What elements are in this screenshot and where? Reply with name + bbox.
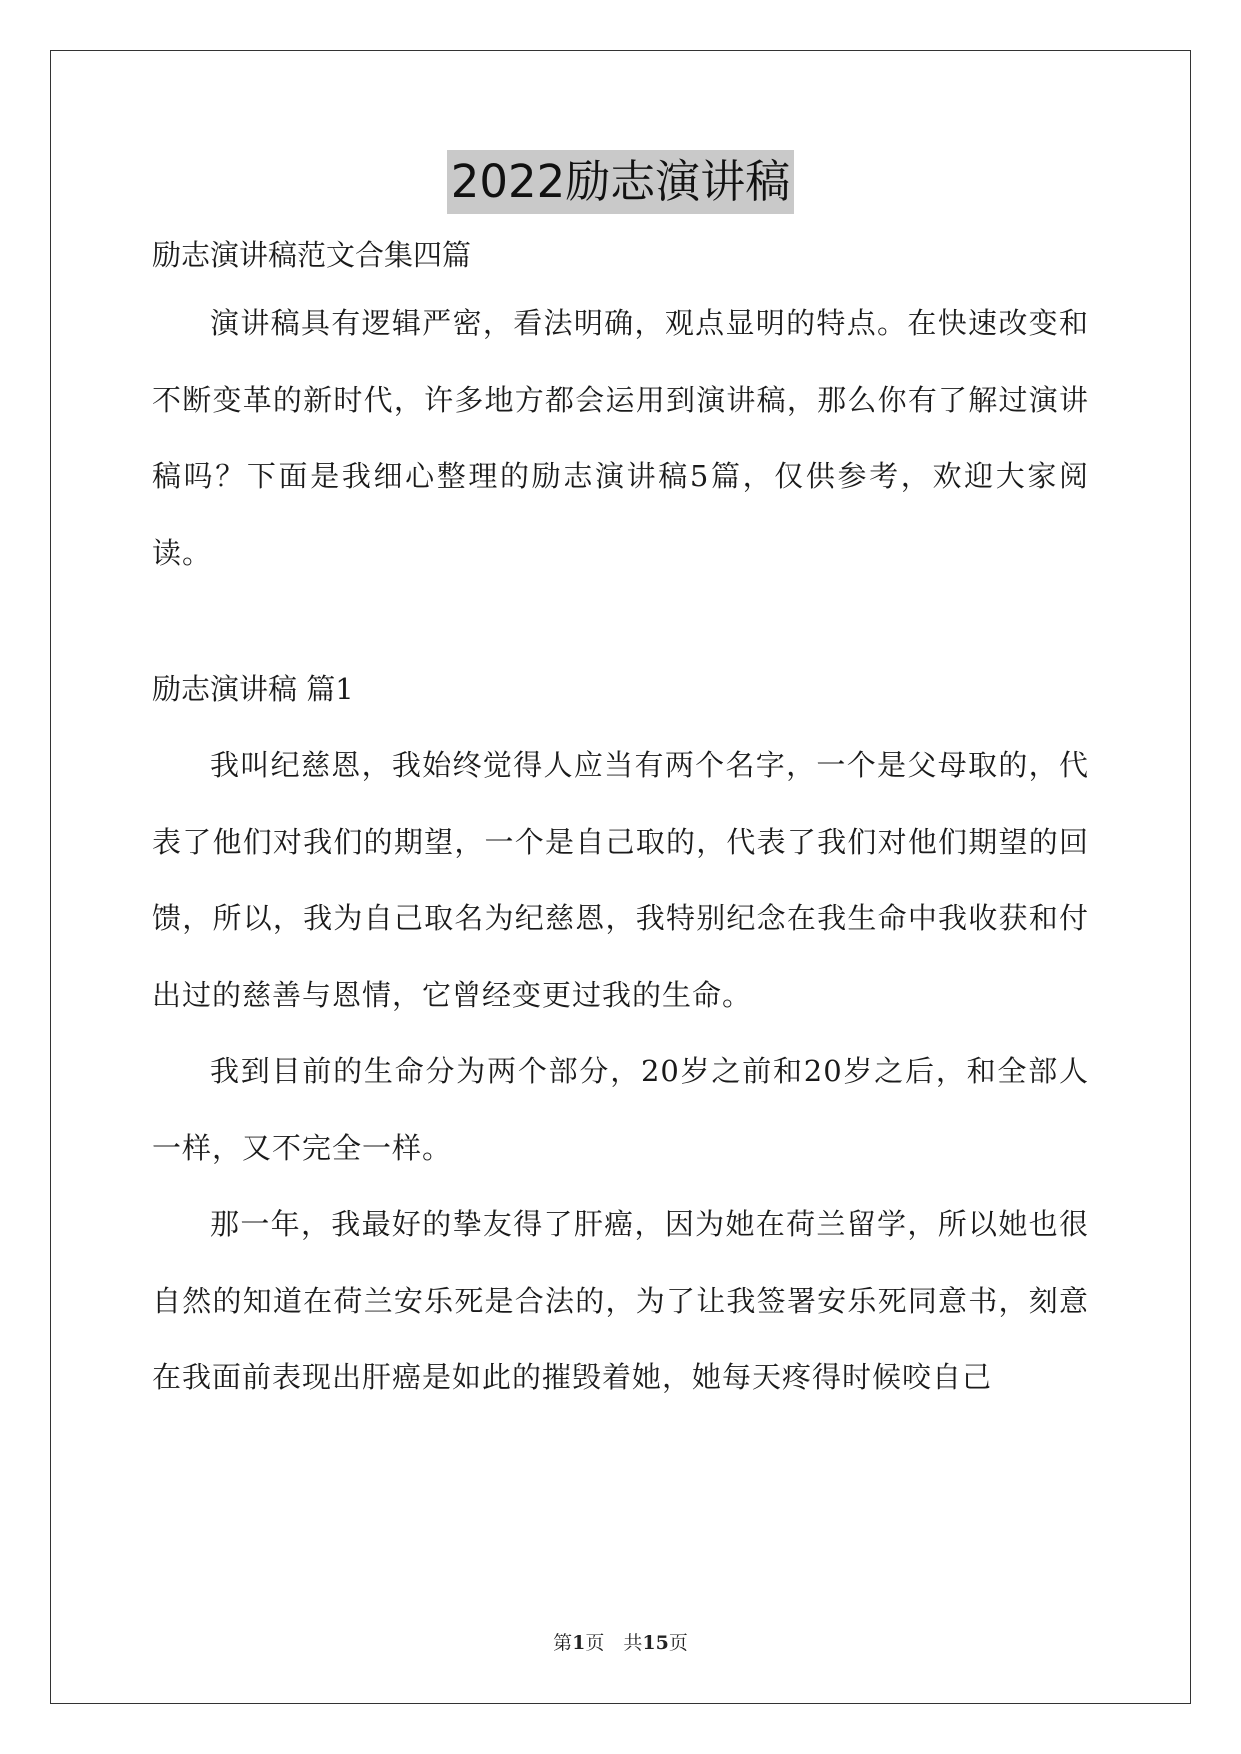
- total-pages: 15: [642, 1632, 669, 1654]
- body-paragraph: 我叫纪慈恩，我始终觉得人应当有两个名字，一个是父母取的，代表了他们对我们的期望，一个是自己取的，代表了我们对他们期望的回馈，所以，我为自己取名为纪慈恩，我特别纪念在我生命中我收获和付出过的慈善与恩情，它曾经变更过我的生命。: [152, 748, 1089, 1012]
- document-body: [152, 235, 1089, 1416]
- intro-paragraph: 演讲稿具有逻辑严密，看法明确，观点显明的特点。在快速改变和不断变革的新时代，许多地方都会运用到演讲稿，那么你有了解过演讲稿吗？下面是我细心整理的励志演讲稿5篇，仅供参考，欢迎大家阅读。: [152, 306, 1089, 570]
- page-label-prefix: 第: [553, 1632, 573, 1654]
- page-label-suffix: 页: [668, 1632, 688, 1654]
- document-subtitle: 励志演讲稿范文合集四篇: [152, 238, 472, 272]
- spacer: [152, 591, 1089, 651]
- body-paragraph: 那一年，我最好的挚友得了肝癌，因为她在荷兰留学，所以她也很自然的知道在荷兰安乐死是合法的，为了让我签署安乐死同意书，刻意在我面前表现出肝癌是如此的摧毁着她，她每天疼得时候咬自己: [152, 1207, 1089, 1394]
- page-label-mid: 页 共: [585, 1632, 643, 1654]
- section-heading: 励志演讲稿 篇1: [152, 672, 354, 706]
- title-container: [0, 150, 1241, 214]
- page-number: 1: [572, 1632, 586, 1654]
- page-footer: [0, 1628, 1241, 1655]
- document-title: 2022励志演讲稿: [447, 150, 795, 214]
- body-paragraph: 我到目前的生命分为两个部分，20岁之前和20岁之后，和全部人一样，又不完全一样。: [152, 1054, 1089, 1165]
